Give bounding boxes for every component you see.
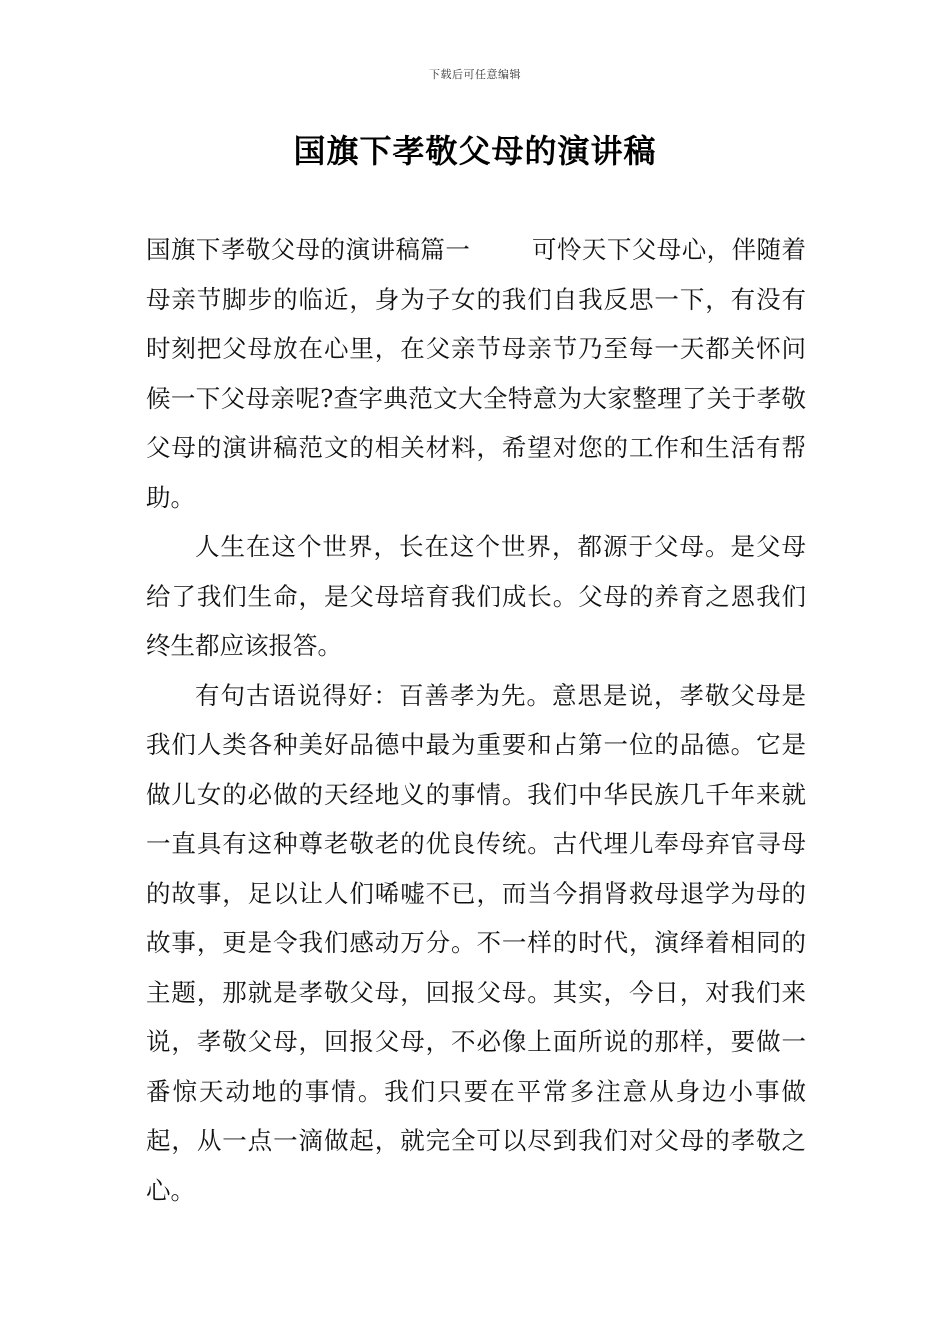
- paragraph-2: 人生在这个世界，长在这个世界，都源于父母。是父母给了我们生命，是父母培育我们成长。父母的养育之恩我们终生都应该报答。: [146, 532, 806, 660]
- paragraph-3: 有句古语说得好：百善孝为先。意思是说，孝敬父母是我们人类各种美好品德中最为重要和占第一位的品德。它是做儿女的必做的天经地义的事情。我们中华民族几千年来就一直具有这种尊老敬老的优良传统。古代埋儿奉母弃官寻母的故事，足以让人们唏嘘不已，而当今捐肾救母退学为母的故事，更是令我们感动万分。不一样的时代，演绎着相同的主题，那就是孝敬父母，回报父母。其实，今日，对我们来说，孝敬父母，回报父母，不必像上面所说的那样，要做一番惊天动地的事情。我们只要在平常多注意从身边小事做起，从一点一滴做起，就完全可以尽到我们对父母的孝敬之心。: [146, 680, 806, 1205]
- paragraph-1-text: 可怜天下父母心，伴随着母亲节脚步的临近，身为子女的我们自我反思一下，有没有时刻把父母放在心里，在父亲节母亲节乃至每一天都关怀问候一下父母亲呢?查字典范文大全特意为大家整理了关于孝敬父母的演讲稿范文的相关材料，希望对您的工作和生活有帮助。: [146, 235, 807, 512]
- header-note: 下载后可任意编辑: [429, 68, 521, 81]
- paragraph-1-lead: 国旗下孝敬父母的演讲稿篇一: [146, 235, 471, 264]
- document-title: 国旗下孝敬父母的演讲稿: [293, 132, 657, 170]
- paragraph-1: [146, 225, 806, 522]
- document-body: [146, 225, 806, 1215]
